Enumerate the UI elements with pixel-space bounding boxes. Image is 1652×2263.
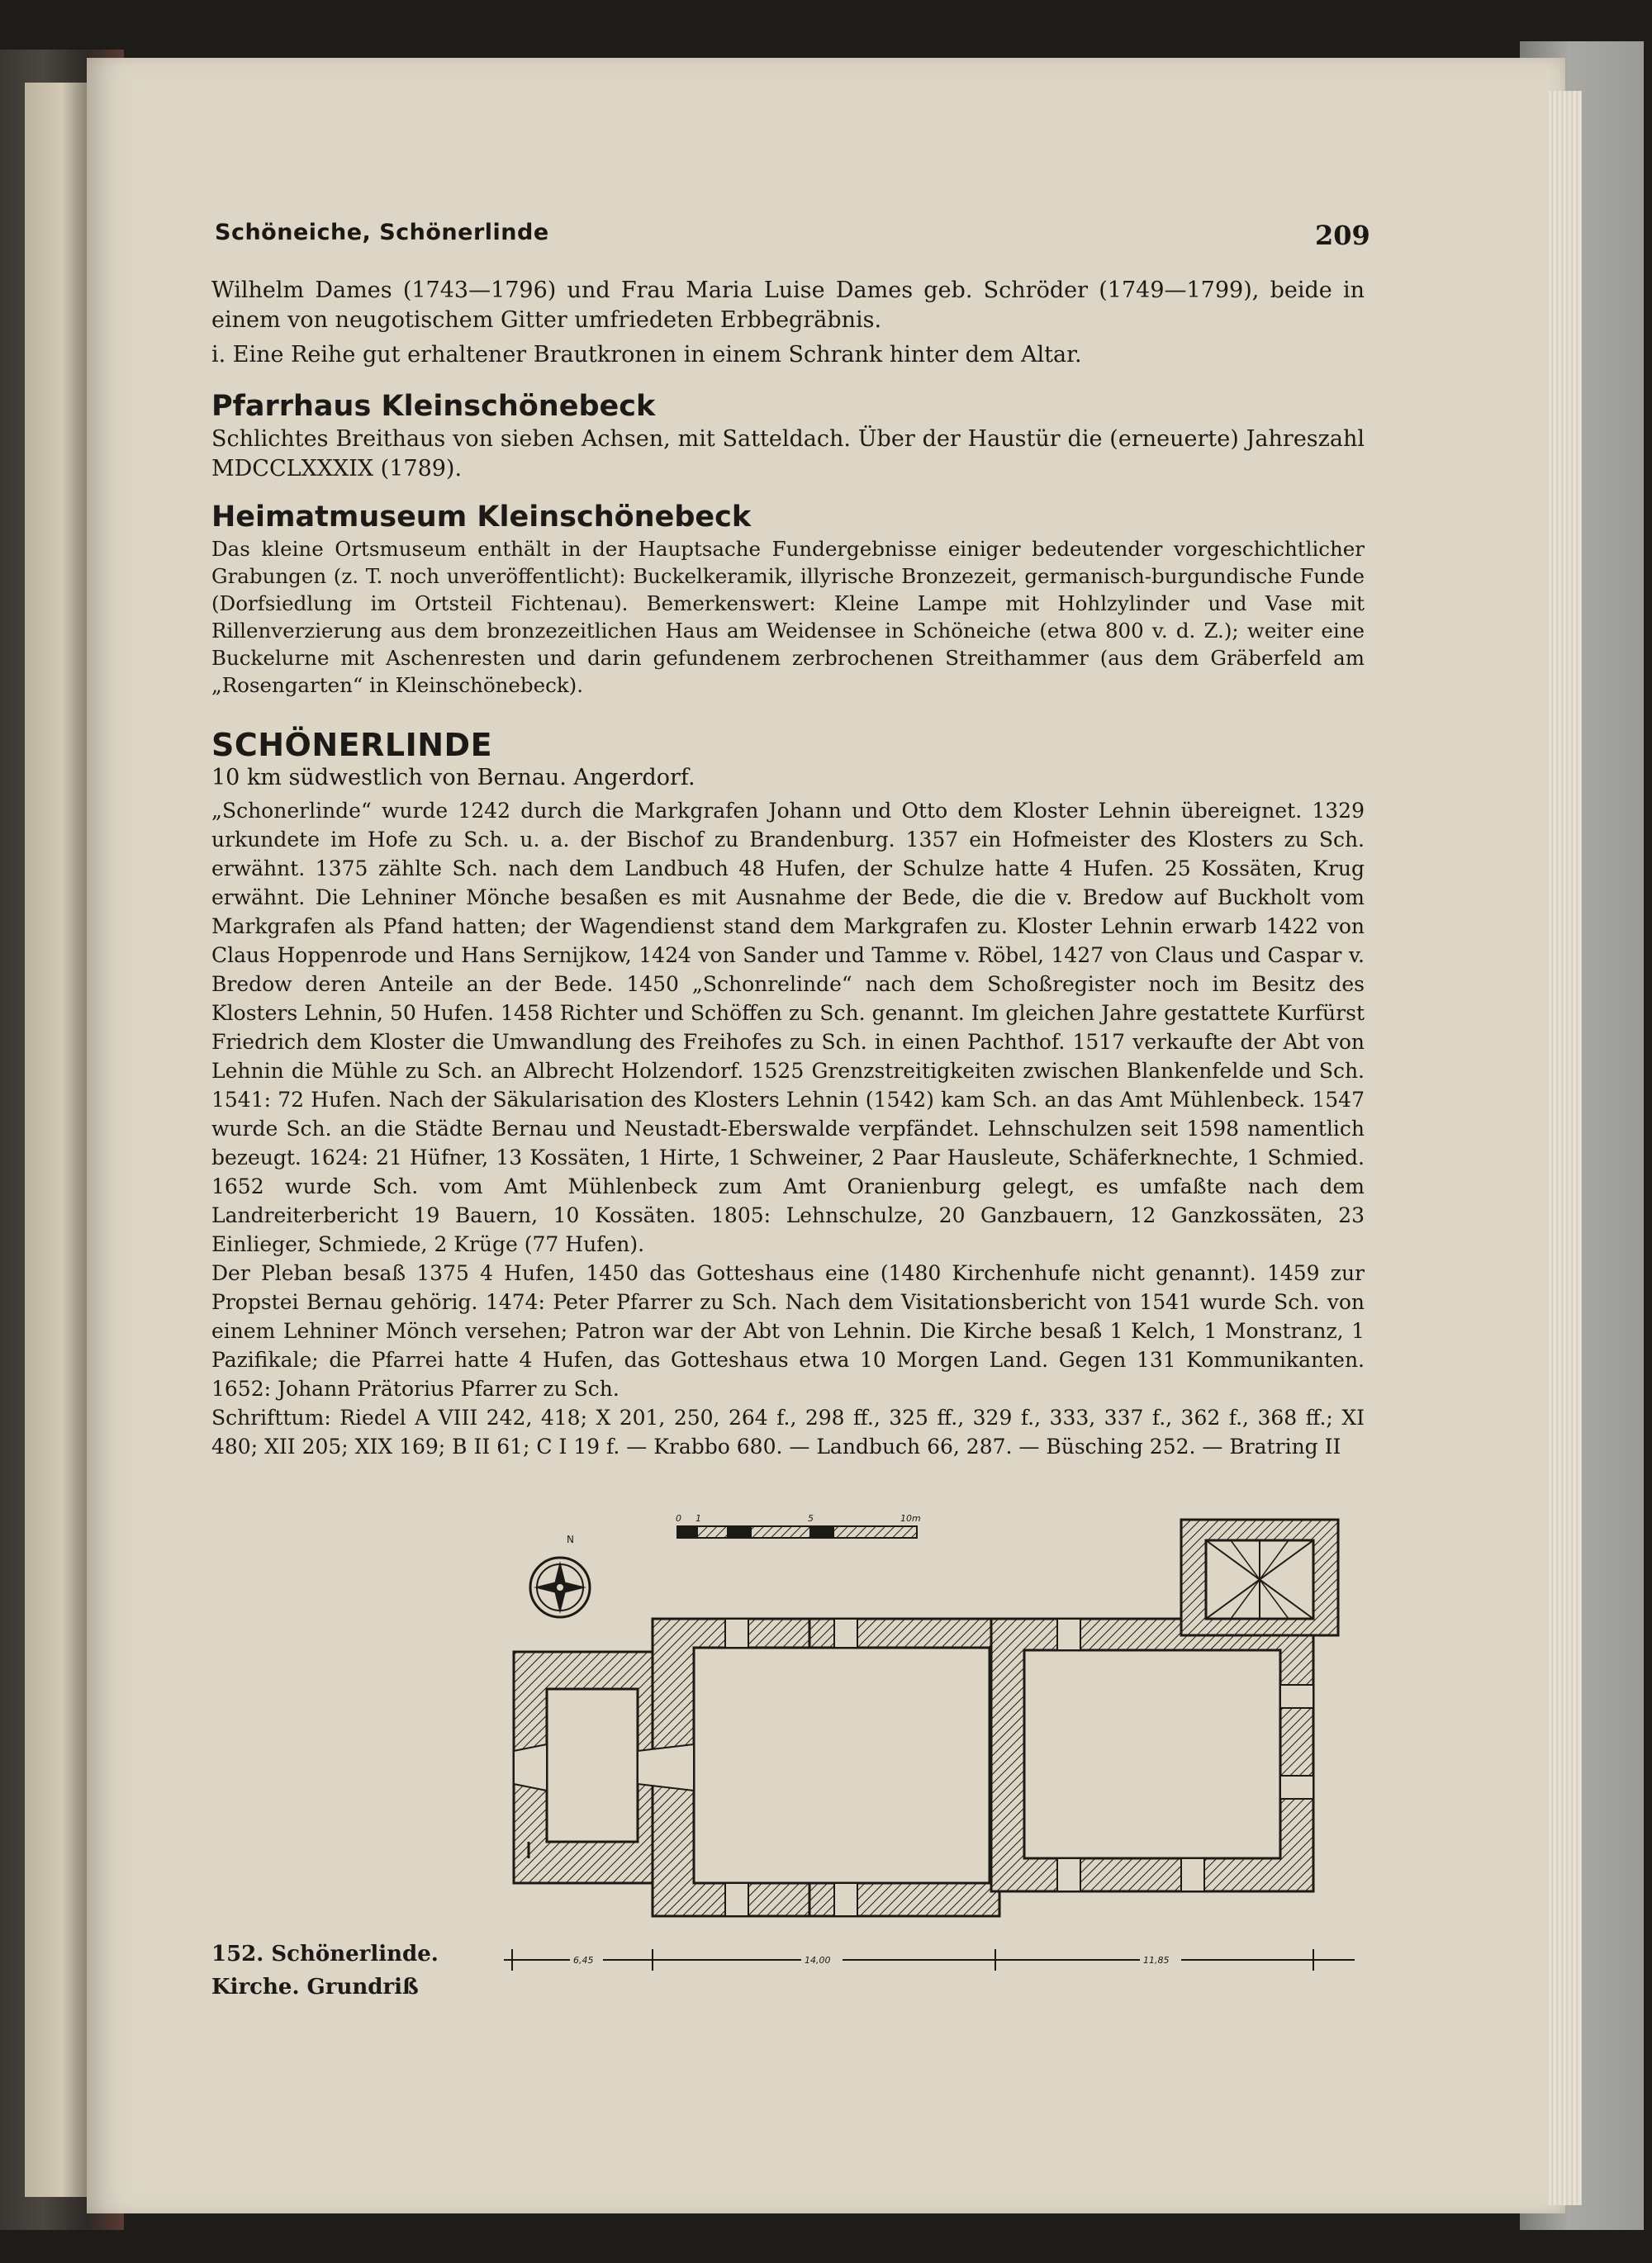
scale-label: 5	[808, 1513, 814, 1524]
scale-label: 1	[695, 1513, 701, 1524]
entry-subheading: 10 km südwestlich von Bernau. Angerdorf.	[211, 765, 695, 790]
entry-paragraph: „Schonerlinde“ wurde 1242 durch die Markgrafen Johann und Otto dem Kloster Lehnin übereignet. 1329 urkundete im Hofe zu Sch. u. a. der Bischof zu Brandenburg. 1357 ein Hofmeister des Klosters zu Sch. erwähnt. 1375 zählte Sch. nach dem Landbuch 48 Hufen, der Schulze hatte 4 Hufen. 25 Kossäten, Krug erwähnt. Die Lehniner Mönche besaßen es mit Ausnahme der Bede, die die v. Bredow auf Buckholt vom Markgrafen als Pfand hatten; der Wagendienst stand dem Markgrafen zu. Kloster Lehnin erwarb 1422 von Claus Hoppenrode und Hans Sernijkow, 1424 von Sander und Tamme v. Röbel, 1427 von Claus und Caspar v. Bredow deren Anteile an der Bede. 1450 „Schonrelinde“ nach dem Schoßregister noch im Besitz des Klosters Lehnin, 50 Hufen. 1458 Richter und Schöffen zu Sch. genannt. Im gleichen Jahre gestattete Kurfürst Friedrich dem Kloster die Umwandlung des Freihofes zu Sch. in einen Pachthof. 1517 verkaufte der Abt von Lehnin die Mühle zu Sch. an Albrecht Holzendorf. 1525 Grenzstreitigkeiten zwischen Blankenfelde und Sch. 1541: 72 Hufen. Nach der Säkularisation des Klosters Lehnin (1542) kam Sch. an das Amt Mühlenbeck. 1547 wurde Sch. an die Städte Bernau und Neustadt-Eberswalde verpfändet. Lehnschulzen seit 1598 namentlich bezeugt. 1624: 21 Hüfner, 13 Kossäten, 1 Hirte, 1 Schweiner, 2 Paar Hausleute, Schäferknechte, 1 Schmied. 1652 wurde Sch. vom Amt Mühlenbeck zum Amt Oranienburg gelegt, es umfaßte nach dem Landreiterbericht 19 Bauern, 10 Kossäten. 1805: Lehnschulze, 20 Ganzbauern, 12 Ganzkossäten, 23 Einlieger, Schmiede, 2 Krüge (77 Hufen).	[211, 799, 1365, 1256]
bar-scale	[676, 1513, 921, 1538]
north-label: N	[567, 1534, 574, 1545]
page-number: 209	[1315, 220, 1370, 251]
caption-line: 152. Schönerlinde.	[211, 1942, 439, 1966]
page-stack-edge	[1549, 91, 1582, 2205]
section-heading: Heimatmuseum Kleinschönebeck	[211, 501, 752, 534]
scale-label: 0	[676, 1513, 681, 1524]
section-pfarrhaus	[211, 388, 1365, 484]
intro-block	[211, 276, 1365, 370]
bibliography: Schrifttum: Riedel A VIII 242, 418; X 201, 250, 264 f., 298 ff., 325 ff., 329 f., 333, 337 f., 362 f., 368 ff.; XI 480; XII 205; XIX 169; B II 61; C I 19 f. — Krabbo 680. — Landbuch 66, 287. — Büsching 252. — Bratring II	[211, 1406, 1365, 1459]
chancel-walls	[991, 1619, 1313, 1891]
entry-schoenerlinde	[211, 727, 1365, 1461]
intro-paragraph: i. Eine Reihe gut erhaltener Brautkronen in einem Schrank hinter dem Altar.	[211, 342, 1082, 368]
church-floor-plan	[487, 1503, 1363, 1999]
north-arrow-icon	[530, 1558, 590, 1617]
dimension-line	[504, 1949, 1355, 1971]
dimension-label: 14,00	[805, 1955, 831, 1966]
caption-line: Kirche. Grundriß	[211, 1975, 419, 2000]
section-text: Das kleine Ortsmuseum enthält in der Hauptsache Fundergebnisse einiger bedeutender vorgeschichtlicher Grabungen (z. T. noch unveröffentlicht): Buckelkeramik, illyrische Bronzezeit, germanisch-burgundische Funde (Dorfsiedlung im Ortsteil Fichtenau). Bemerkenswert: Kleine Lampe mit Hohlzylinder und Vase mit Rillenverzierung aus dem bronzezeitlichen Haus am Weidensee in Schöneiche (etwa 800 v. d. Z.); weiter eine Buckelurne mit Aschenresten und darin gefundenem zerbrochenen Streithammer (aus dem Gräberfeld am „Rosengarten“ in Kleinschönebeck).	[211, 537, 1365, 697]
section-heading: Pfarrhaus Kleinschönebeck	[211, 390, 656, 423]
intro-paragraph: Wilhelm Dames (1743—1796) und Frau Maria Luise Dames geb. Schröder (1749—1799), beide in einem von neugotischem Gitter umfriedeten Erbbegräbnis.	[211, 278, 1365, 333]
entry-heading: SCHÖNERLINDE	[211, 727, 493, 763]
sacristy-walls	[1181, 1520, 1338, 1635]
figure-caption	[211, 1938, 439, 2004]
dimension-label: 6,45	[573, 1955, 594, 1966]
running-head: Schöneiche, Schönerlinde	[215, 220, 549, 245]
entry-paragraph: Der Pleban besaß 1375 4 Hufen, 1450 das Gotteshaus eine (1480 Kirchenhufe nicht genannt). 1459 zur Propstei Bernau gehörig. 1474: Peter Pfarrer zu Sch. Nach dem Visitationsbericht von 1541 wurde Sch. von einem Lehniner Mönch versehen; Patron war der Abt von Lehnin. Die Kirche besaß 1 Kelch, 1 Monstranz, 1 Pazifikale; die Pfarrei hatte 4 Hufen, das Gotteshaus etwa 10 Morgen Land. Gegen 131 Kommunikanten. 1652: Johann Prätorius Pfarrer zu Sch.	[211, 1261, 1365, 1401]
section-text: Schlichtes Breithaus von sieben Achsen, mit Satteldach. Über der Haustür die (erneuerte) Jahreszahl MDCCLXXXIX (1789).	[211, 426, 1365, 482]
section-heimatmuseum	[211, 499, 1365, 699]
nave-walls	[638, 1619, 999, 1916]
tower-walls	[514, 1652, 653, 1883]
dimension-label: 11,85	[1143, 1955, 1170, 1966]
left-page-edge	[25, 83, 87, 2197]
scale-label: 10m	[900, 1513, 921, 1524]
